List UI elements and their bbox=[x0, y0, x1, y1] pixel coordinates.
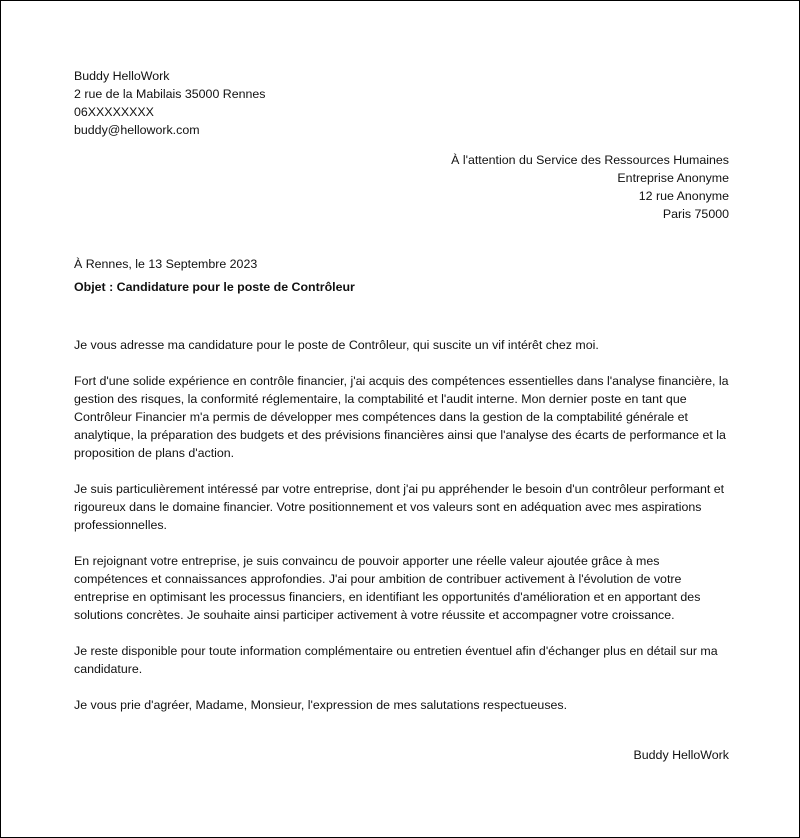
letter-content bbox=[74, 67, 729, 764]
letter-date: À Rennes, le 13 Septembre 2023 bbox=[74, 257, 258, 271]
body-paragraph: Je vous adresse ma candidature pour le poste de Contrôleur, qui suscite un vif intérêt chez moi. bbox=[74, 338, 599, 352]
recipient-attention: À l'attention du Service des Ressources Humaines bbox=[451, 153, 729, 167]
sender-email: buddy@hellowork.com bbox=[74, 123, 200, 137]
recipient-block bbox=[74, 151, 729, 223]
closing-paragraph: Je vous prie d'agréer, Madame, Monsieur, l'expression de mes salutations respectueuses. bbox=[74, 698, 568, 712]
sender-address: 2 rue de la Mabilais 35000 Rennes bbox=[74, 87, 266, 101]
sender-phone: 06XXXXXXXX bbox=[74, 105, 154, 119]
body-paragraph: Je reste disponible pour toute information complémentaire ou entretien éventuel afin d'échanger plus en détail sur ma candidature. bbox=[74, 644, 718, 676]
letter-body bbox=[74, 336, 729, 714]
body-paragraph: Je suis particulièrement intéressé par votre entreprise, dont j'ai pu appréhender le besoin d'un contrôleur performant et rigoureux dans le domaine financier. Votre positionnement et vos valeurs sont en adéquation avec mes aspirations professionnelles. bbox=[74, 482, 725, 532]
body-paragraph: Fort d'une solide expérience en contrôle financier, j'ai acquis des compétences essentielles dans l'analyse financière, la gestion des risques, la conformité réglementaire, la comptabilité et l'audit interne. Mon dernier poste en tant que Contrôleur Financier m'a permis de développer mes compétences dans la gestion de la comptabilité générale et analytique, la préparation des budgets et des prévisions financières ainsi que l'analyse des écarts de performance et la proposition de plans d'action. bbox=[74, 374, 729, 460]
recipient-street: 12 rue Anonyme bbox=[638, 189, 729, 203]
sender-name: Buddy HelloWork bbox=[74, 69, 170, 83]
body-paragraph: En rejoignant votre entreprise, je suis convaincu de pouvoir apporter une réelle valeur ajoutée grâce à mes compétences et connaissances approfondies. J'ai pour ambition de contribuer activement à l'évolution de votre entreprise en optimisant les processus financiers, en identifiant les opportunités d'amélioration et en apportant des solutions concrètes. Je souhaite ainsi participer activement à votre réussite et accompagner votre croissance. bbox=[74, 554, 701, 622]
recipient-company: Entreprise Anonyme bbox=[617, 171, 729, 185]
sender-block bbox=[74, 67, 729, 139]
signature: Buddy HelloWork bbox=[633, 748, 729, 762]
letter-subject: Objet : Candidature pour le poste de Contrôleur bbox=[74, 280, 355, 294]
recipient-city: Paris 75000 bbox=[662, 207, 729, 221]
